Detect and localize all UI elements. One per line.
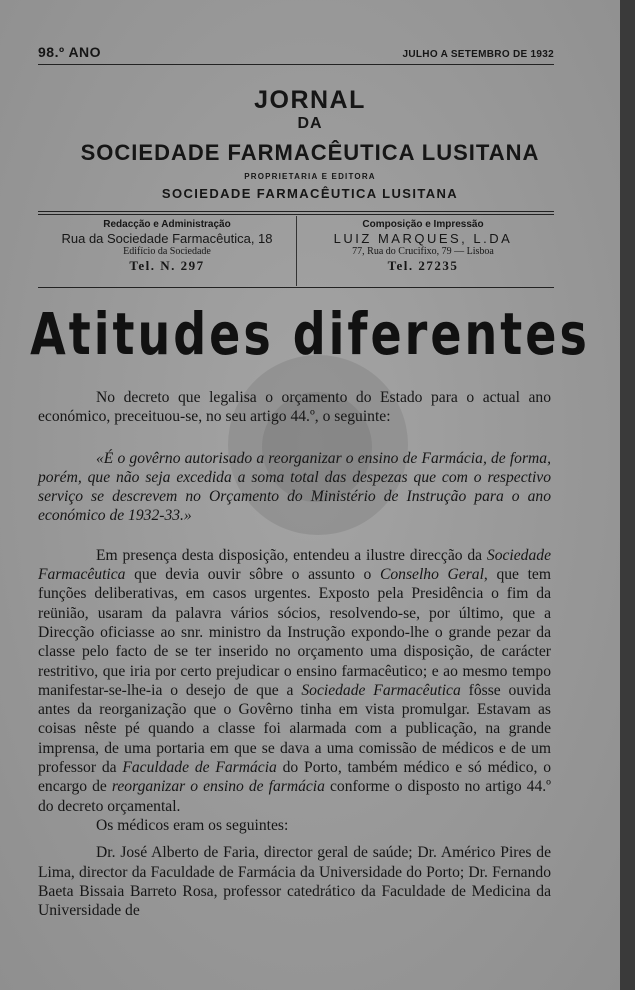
printer-address: 77, Rua do Crucifixo, 79 — Lisboa	[352, 246, 494, 258]
printer-name: LUIZ MARQUES, L.DA	[333, 230, 513, 246]
masthead-da: DA	[297, 115, 323, 132]
decree-quote: «É o govêrno autorisado a reorganizar o ensino de Farmácia, de forma, porém, que não seja excedida a soma total das despezas que com o respectivo serviço se descrevem no Orçamento do Ministério de Instrução para o ano económico de 1932-33.»	[38, 449, 551, 525]
article-body	[38, 388, 551, 920]
editorial-heading: Redacção e Administração	[103, 219, 231, 230]
paragraph-2: Em presença desta disposição, entendeu a ilustre direcção da Sociedade Farmacêutica que devia ouvir sôbre o assunto o Conselho Geral, que tem funções deliberativas, em casos urgentes. Exposto pela Presidência o fim da reünião, usaram da palavra vários sócios, resolvendo-se, por último, que a Direcção oficiasse ao snr. ministro da Instrução expondo-lhe o grande pezar da classe pelo facto de se ter inserido no orçamento uma disposição, de carácter restritivo, que iria por certo prejudicar o ensino farmacêutico; e ao mesmo tempo manifestar-se-lhe-ia o desejo de que a Sociedade Farmacêutica fôsse ouvida antes da reorganização que o Govêrno tinha em vista promulgar. Estavam as coisas nêste pé quando a classe foi alarmada com a publicação, na grande imprensa, de uma portaria em que se dava a uma comissão de médicos e de um professor da Faculdade de Farmácia do Porto, também médico e só médico, o encargo de reorganizar o ensino de farmácia conforme o disposto no artigo 44.º do decreto orçamental.	[38, 546, 552, 815]
paragraph-1: No decreto que legalisa o orçamento do Estado para o actual ano económico, preceituou-se, no seu artigo 44.º, o seguinte:	[38, 389, 551, 426]
columns-top-rule-2	[38, 214, 554, 215]
issue-line	[38, 44, 554, 60]
paragraph-4: Dr. José Alberto de Faria, director geral de saúde; Dr. Américo Pires de Lima, director da Faculdade de Farmácia da Universidade do Porto; Dr. Fernando Baeta Bissaia Barreto Rosa, professor catedrático da Faculdade de Medicina da Universidade de	[38, 844, 551, 920]
article-title: Atitudes diferentes	[30, 300, 590, 368]
column-divider	[296, 216, 297, 286]
owner-name: SOCIEDADE FARMACÊUTICA LUSITANA	[161, 186, 459, 201]
columns-top-rule	[38, 211, 554, 212]
issue-dates: JULHO A SETEMBRO DE 1932	[402, 49, 554, 60]
editorial-tel: Tel. N. 297	[129, 257, 205, 273]
paragraph-3: Os médicos eram os seguintes:	[96, 816, 289, 834]
editorial-building: Edifício da Sociedade	[123, 246, 211, 258]
owner-label: PROPRIETARIA E EDITORA	[244, 172, 376, 181]
masthead-journal: JORNAL	[254, 86, 366, 114]
columns-bottom-rule	[38, 287, 554, 288]
printing-heading: Composição e Impressão	[362, 219, 484, 230]
printer-tel: Tel. 27235	[387, 257, 459, 273]
editorial-address: Rua da Sociedade Farmacêutica, 18	[61, 230, 273, 246]
header-rule	[38, 64, 554, 65]
issue-year: 98.º ANO	[38, 44, 102, 60]
printing-office	[298, 219, 548, 273]
scan-edge	[620, 0, 635, 990]
editorial-office	[42, 219, 292, 273]
masthead-society: SOCIEDADE FARMACÊUTICA LUSITANA	[80, 140, 540, 165]
